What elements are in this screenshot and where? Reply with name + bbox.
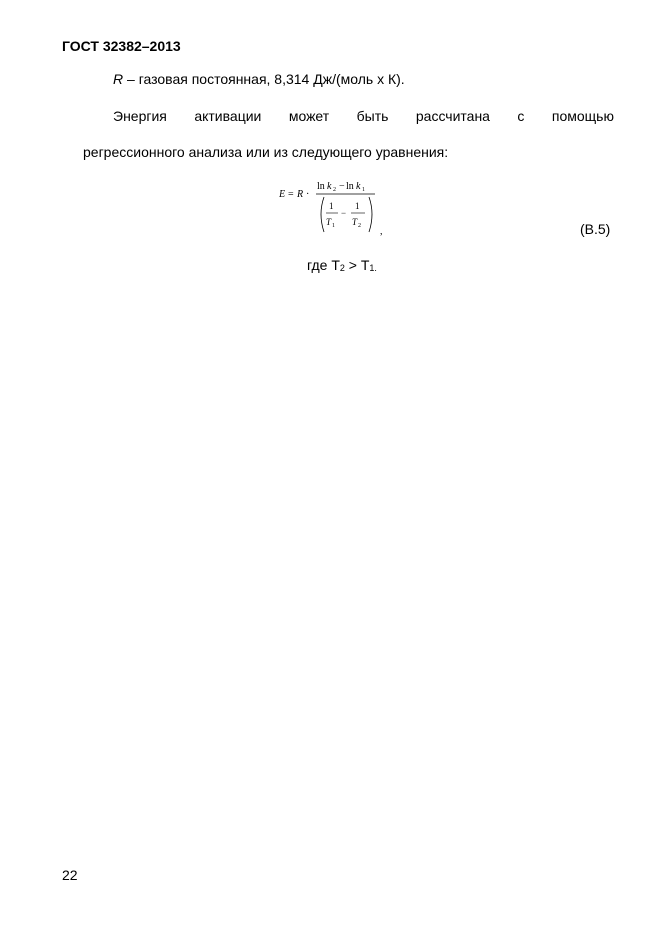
formula-T1: T	[326, 217, 332, 227]
condition-sub-2: 2	[339, 263, 345, 273]
formula-k2-sub: 2	[333, 187, 336, 193]
formula-minus-1: −	[339, 181, 345, 192]
condition-middle: > Т	[344, 257, 370, 273]
formula-k1: k	[356, 181, 361, 192]
gas-constant-definition	[113, 71, 405, 87]
formula-minus-2: −	[341, 208, 347, 218]
formula-k1-sub: 1	[362, 187, 365, 193]
activation-energy-formula	[279, 178, 389, 236]
formula-left-paren	[321, 197, 324, 232]
condition-prefix: где Т	[307, 257, 340, 273]
formula-E: E	[279, 189, 286, 200]
formula-R: R	[297, 189, 304, 200]
paragraph-word: помощью	[551, 108, 614, 124]
formula-right-paren	[369, 197, 372, 232]
r-definition-text: – газовая постоянная, 8,314 Дж/(моль х К).	[123, 71, 405, 87]
temperature-condition	[307, 257, 377, 273]
formula-T2: T	[352, 217, 358, 227]
formula-T2-sub: 2	[358, 223, 361, 229]
document-header: ГОСТ 32382–2013	[62, 38, 181, 54]
formula-graphic	[279, 178, 389, 236]
equation-number: (В.5)	[580, 221, 611, 237]
paragraph-word: Энергия	[113, 108, 167, 124]
paragraph-word: быть	[356, 108, 389, 124]
formula-one-2: 1	[355, 201, 360, 211]
formula-equals: =	[288, 189, 294, 200]
formula-T1-sub: 1	[332, 223, 335, 229]
paragraph-word: с	[517, 108, 525, 124]
condition-sub-1: 1.	[369, 263, 377, 273]
paragraph-continuation: регрессионного анализа или из следующего уравнения:	[83, 144, 449, 160]
formula-ln-1: ln	[317, 181, 325, 192]
formula-dot: ·	[306, 189, 310, 200]
paragraph-first-line	[113, 108, 614, 124]
formula-k2: k	[327, 181, 332, 192]
formula-one-1: 1	[329, 201, 334, 211]
paragraph-word: активации	[194, 108, 262, 124]
paragraph-word: рассчитана	[415, 108, 490, 124]
page-number: 22	[62, 867, 78, 883]
formula-comma: ,	[380, 226, 383, 236]
r-symbol: R	[113, 71, 124, 87]
formula-ln-2: ln	[346, 181, 354, 192]
paragraph-word: может	[288, 108, 330, 124]
